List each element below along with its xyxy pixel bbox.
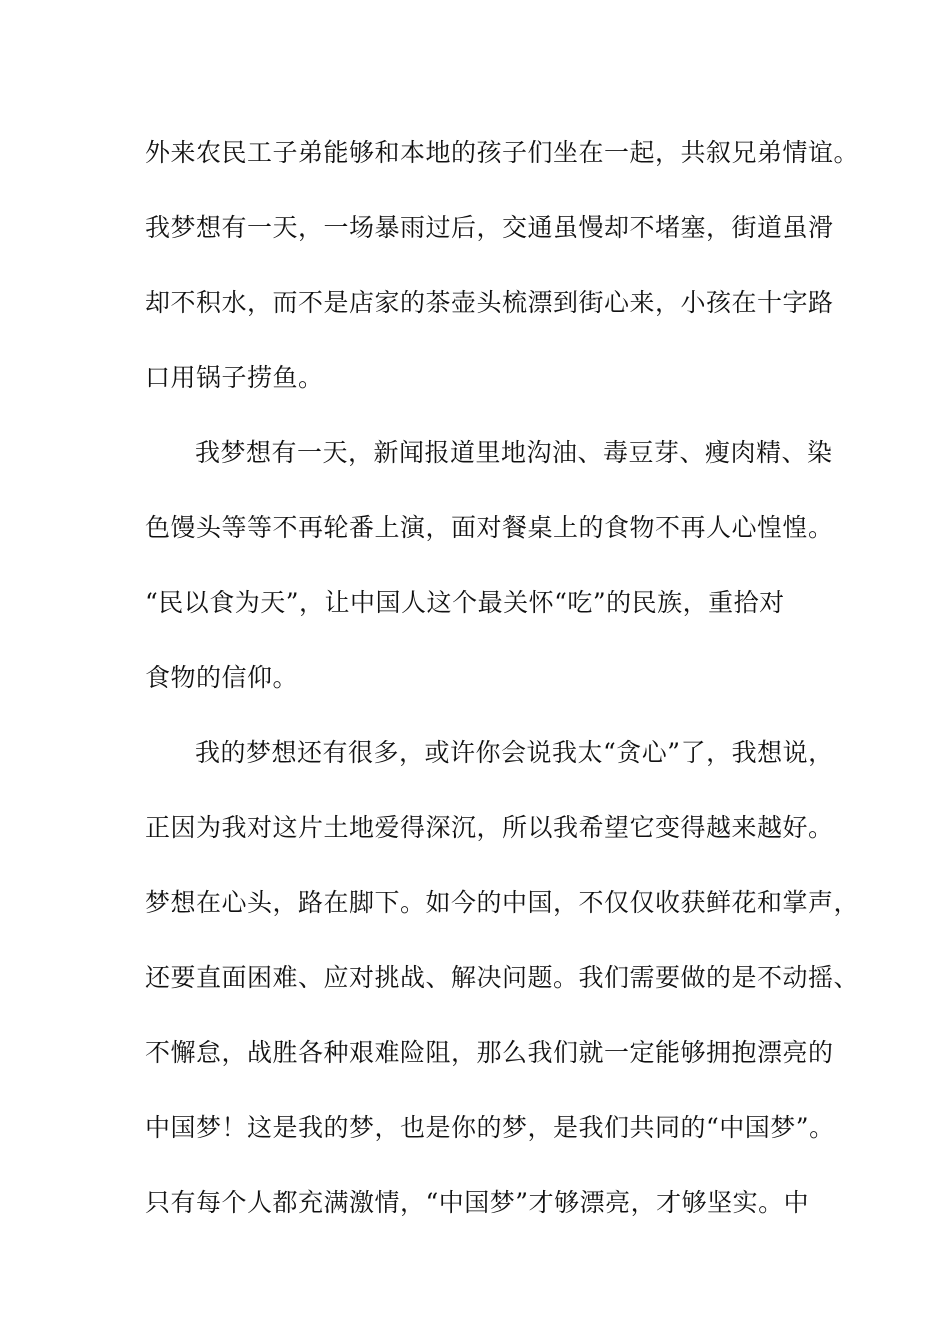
text-line: 还要直面困难、应对挑战、解决问题。我们需要做的是不动摇、 bbox=[145, 963, 860, 992]
text-line: 梦想在心头，路在脚下。如今的中国，不仅仅收获鲜花和掌声， bbox=[145, 888, 860, 917]
text-line: 我梦想有一天，新闻报道里地沟油、毒豆芽、瘦肉精、染 bbox=[195, 438, 833, 467]
text-line: “民以食为天”，让中国人这个最关怀“吃”的民族，重拾对 bbox=[145, 588, 785, 617]
text-line: 食物的信仰。 bbox=[145, 663, 299, 692]
text-line: 不懈怠，战胜各种艰难险阻，那么我们就一定能够拥抱漂亮的 bbox=[145, 1038, 834, 1067]
text-line: 色馒头等等不再轮番上演，面对餐桌上的食物不再人心惶惶。 bbox=[145, 513, 834, 542]
text-line: 我的梦想还有很多，或许你会说我太“贪心”了，我想说， bbox=[195, 738, 834, 767]
text-line: 只有每个人都充满激情，“中国梦”才够漂亮，才够坚实。中 bbox=[145, 1188, 810, 1217]
document-body bbox=[145, 130, 860, 1255]
text-line: 我梦想有一天，一场暴雨过后，交通虽慢却不堵塞，街道虽滑 bbox=[145, 213, 834, 242]
text-line: 外来农民工子弟能够和本地的孩子们坐在一起，共叙兄弟情谊。 bbox=[145, 138, 860, 167]
text-line: 口用锅子捞鱼。 bbox=[145, 363, 324, 392]
text-line: 却不积水，而不是店家的茶壶头梳漂到街心来，小孩在十字路 bbox=[145, 288, 834, 317]
text-line: 正因为我对这片土地爱得深沉，所以我希望它变得越来越好。 bbox=[145, 813, 834, 842]
text-line: 中国梦！这是我的梦，也是你的梦，是我们共同的“中国梦”。 bbox=[145, 1113, 835, 1142]
